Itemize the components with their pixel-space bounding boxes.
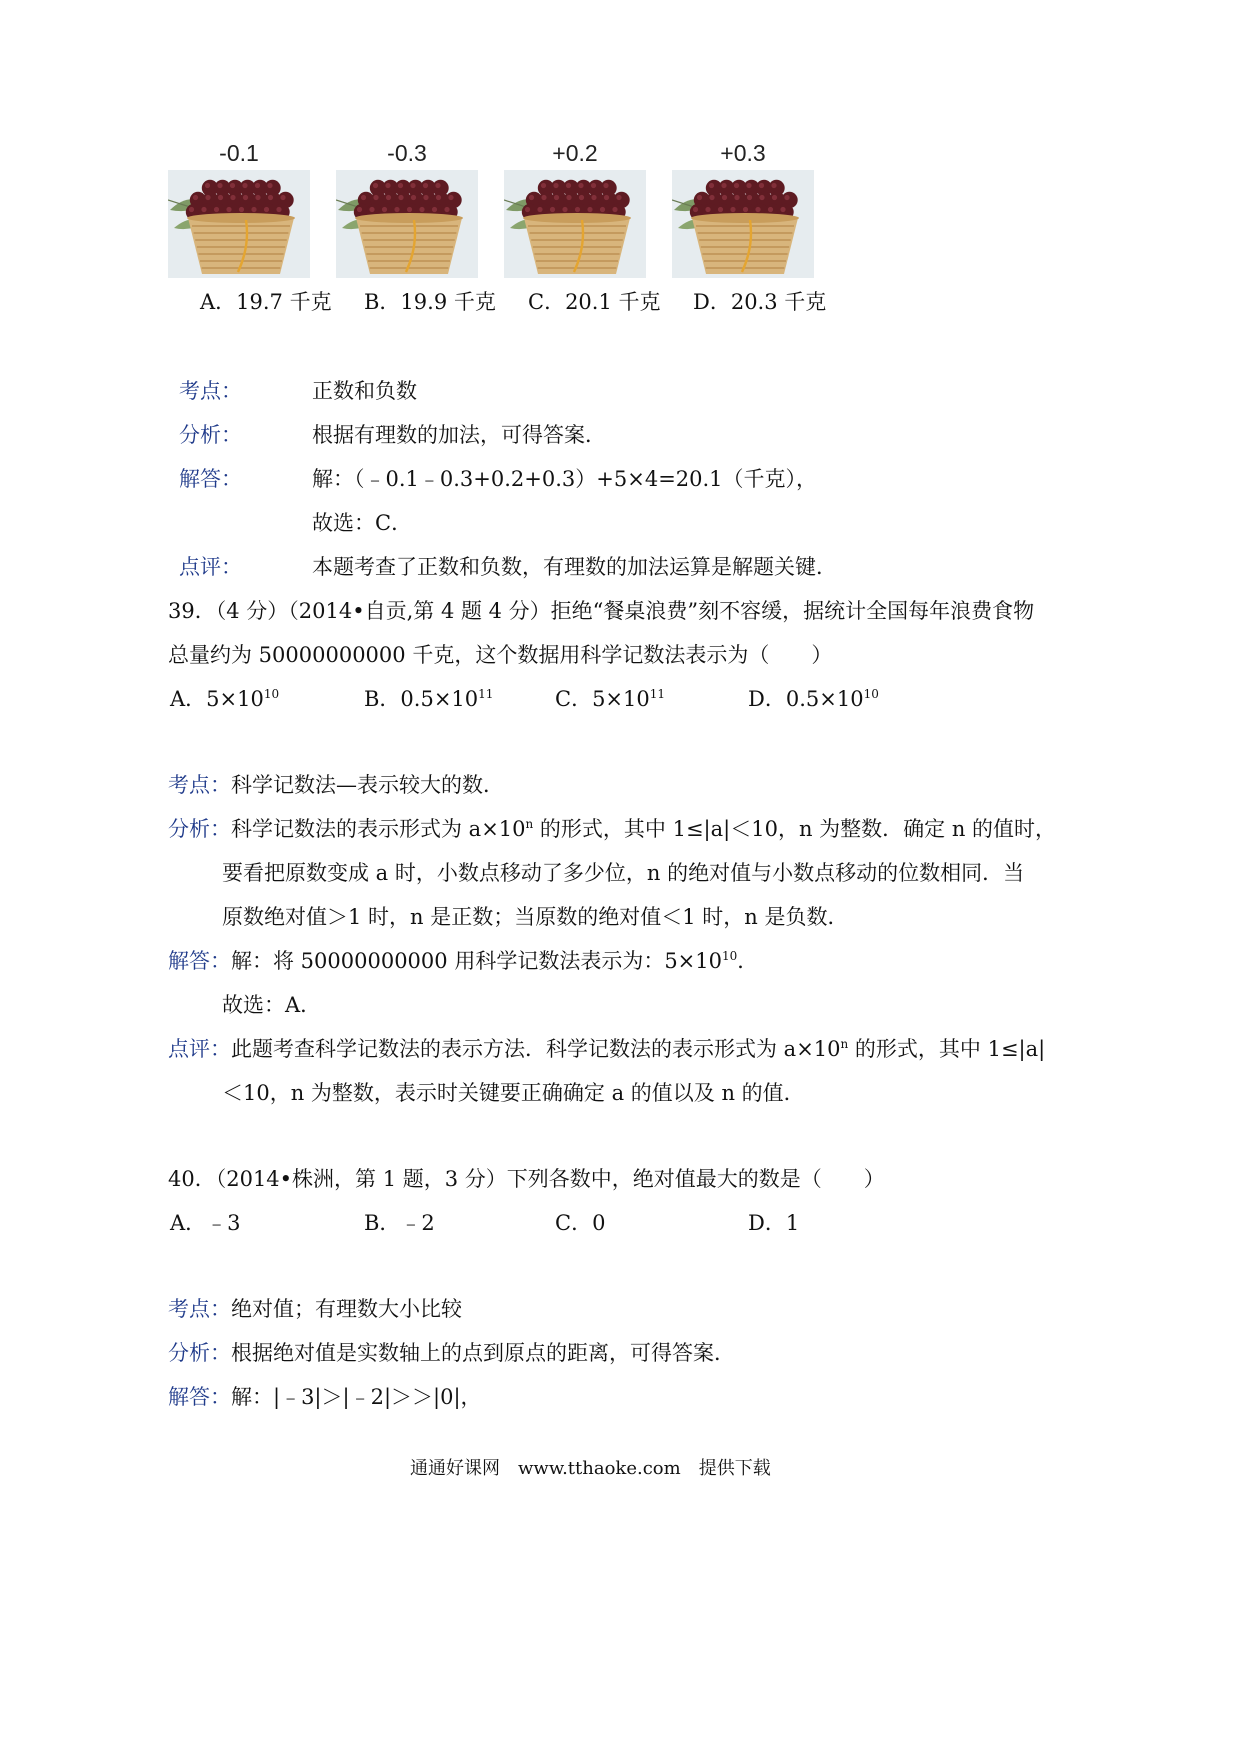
fruit-basket-image [504, 170, 646, 278]
jieda-text: 解：（﹣0.1﹣0.3+0.2+0.3）+5×4=20.1（千克）， [312, 467, 818, 491]
fenxi-label: 分析： [168, 1341, 231, 1365]
jieda-choice: 故选：C． [312, 511, 413, 535]
option-d: D．1 [748, 1211, 800, 1235]
kaodian-text: 绝对值；有理数大小比较 [231, 1297, 462, 1321]
basket-delta: -0.3 [387, 140, 427, 166]
fenxi-row [168, 1338, 735, 1368]
question-39-stem-cont: 总量约为 50000000000 千克，这个数据用科学记数法表示为（ ） [168, 643, 833, 667]
option-b: B．$0.5\times 10^{11}$ [364, 687, 494, 711]
dianping-row: 点评：此题考查科学记数法的表示方法．科学记数法的表示形式为 $a\times 10^n$ 的形式，其中 1≤|a| [168, 1037, 1046, 1061]
fenxi-text-line-3: 原数绝对值＞1 时，n 是正数；当原数的绝对值＜1 时，n 是负数． [222, 905, 849, 929]
fenxi-text-line-2: 要看把原数变成 a 时，小数点移动了多少位，n 的绝对值与小数点移动的位数相同．当 [222, 861, 1025, 885]
jieda-choice: 故选：A． [222, 993, 322, 1017]
option-b: B．19.9 千克 [364, 290, 496, 314]
dianping-text: 本题考查了正数和负数，有理数的加法运算是解题关键． [312, 555, 837, 579]
jieda-label: 解答： [179, 467, 242, 491]
basket-delta: +0.2 [552, 140, 598, 166]
kaodian-label: 考点： [168, 1297, 231, 1321]
fenxi-text: 根据绝对值是实数轴上的点到原点的距离，可得答案． [231, 1341, 735, 1365]
option-c: C．$5\times 10^{11}$ [555, 687, 666, 711]
kaodian-label: 考点： [179, 379, 242, 403]
option-a: A．$5\times 10^{10}$ [170, 687, 280, 711]
jieda-row: 解答：解：将 50000000000 用科学记数法表示为：$5\times 10^{10}$． [168, 949, 759, 973]
fruit-basket-icon [672, 170, 814, 278]
fruit-basket-image [168, 170, 310, 278]
question-40-stem: 40．（2014•株洲，第 1 题，3 分）下列各数中，绝对值最大的数是（ ） [168, 1167, 885, 1191]
fruit-basket-image [672, 170, 814, 278]
option-b: B．﹣2 [364, 1211, 435, 1235]
kaodian-row [168, 770, 504, 800]
fenxi-label: 分析： [168, 817, 231, 841]
jieda-text: 解：|﹣3|＞|﹣2|＞＞|0|， [231, 1385, 482, 1409]
kaodian-text: 正数和负数 [312, 379, 417, 403]
dianping-text-line-2: ＜10，n 为整数，表示时关键要正确确定 a 的值以及 n 的值． [222, 1081, 805, 1105]
question-39-stem: 39．（4 分）（2014•自贡,第 4 题 4 分）拒绝“餐桌浪费”刻不容缓，据统计全国每年浪费食物 [168, 599, 1035, 623]
option-d: D．20.3 千克 [693, 290, 827, 314]
option-a: A．19.7 千克 [200, 290, 332, 314]
fruit-basket-image [336, 170, 478, 278]
dianping-label: 点评： [168, 1037, 231, 1061]
option-a: A．﹣3 [170, 1211, 241, 1235]
basket-delta: +0.3 [720, 140, 766, 166]
fenxi-label: 分析： [179, 423, 242, 447]
dianping-label: 点评： [179, 555, 242, 579]
jieda-row [168, 1382, 482, 1412]
option-c: C．0 [555, 1211, 606, 1235]
fenxi-text: 根据有理数的加法，可得答案． [312, 423, 606, 447]
page-footer: 通通好课网 www.tthaoke.com 提供下载 [410, 1458, 771, 1479]
fruit-basket-icon [168, 170, 310, 278]
option-c: C．20.1 千克 [528, 290, 661, 314]
jieda-label: 解答： [168, 949, 231, 973]
kaodian-row [168, 1294, 462, 1324]
kaodian-label: 考点： [168, 773, 231, 797]
fruit-basket-icon [336, 170, 478, 278]
kaodian-text: 科学记数法—表示较大的数． [231, 773, 504, 797]
fenxi-row: 分析：科学记数法的表示形式为 $a\times 10^n$ 的形式，其中 1≤|a|＜10，n 为整数．确定 n 的值时， [168, 817, 1057, 841]
fruit-basket-icon [504, 170, 646, 278]
basket-delta: -0.1 [219, 140, 259, 166]
option-d: D．$0.5\times 10^{10}$ [748, 687, 879, 711]
jieda-label: 解答： [168, 1385, 231, 1409]
